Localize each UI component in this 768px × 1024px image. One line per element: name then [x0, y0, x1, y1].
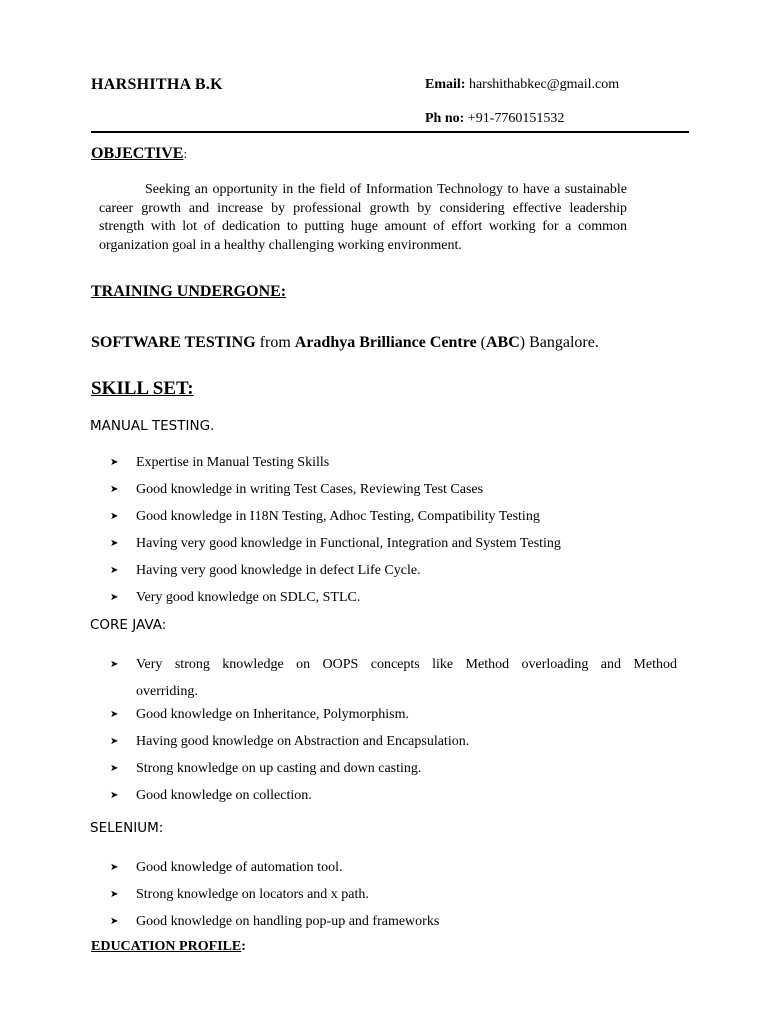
arrowhead-bullet-icon: ➤ — [110, 736, 119, 747]
list-item-text: Good knowledge on handling pop-up and frameworks — [136, 914, 440, 929]
list-item — [110, 759, 677, 786]
training-line — [91, 334, 599, 352]
list-item — [110, 885, 439, 912]
list-item-text: Strong knowledge on up casting and down casting. — [136, 761, 422, 776]
header-divider — [91, 131, 689, 133]
list-item-text-line2: overriding. — [136, 684, 198, 699]
objective-heading — [91, 145, 187, 163]
arrowhead-bullet-icon: ➤ — [110, 790, 119, 801]
core-java-list — [110, 655, 677, 813]
arrowhead-bullet-icon: ➤ — [110, 763, 119, 774]
training-heading: TRAINING UNDERGONE: — [91, 283, 287, 300]
email-value: harshithabkec@gmail.com — [468, 77, 620, 92]
list-item-text-line1: Very strong knowledge on OOPS concepts like Method overloading and Method — [136, 657, 677, 672]
list-item-text: Good knowledge in writing Test Cases, Reviewing Test Cases — [136, 482, 484, 497]
list-item — [110, 453, 561, 480]
education-heading-colon: : — [241, 939, 246, 954]
manual-testing-list — [110, 453, 561, 615]
skill-set-heading: SKILL SET: — [91, 378, 194, 399]
email-label: Email: — [425, 77, 466, 92]
training-location: Bangalore. — [529, 334, 599, 351]
core-java-title: CORE JAVA: — [90, 617, 167, 633]
list-item-text: Having very good knowledge in Functional, Integration and System Testing — [136, 536, 561, 551]
list-item — [110, 534, 561, 561]
training-institute: Aradhya Brilliance Centre — [294, 334, 477, 351]
phone-value: +91-7760151532 — [467, 111, 565, 126]
list-item — [110, 561, 561, 588]
list-item — [110, 786, 677, 813]
arrowhead-bullet-icon: ➤ — [110, 457, 119, 468]
arrowhead-bullet-icon: ➤ — [110, 916, 119, 927]
list-item-text: Good knowledge in I18N Testing, Adhoc Testing, Compatibility Testing — [136, 509, 540, 524]
education-heading — [91, 939, 246, 955]
list-item — [110, 507, 561, 534]
email-line — [425, 77, 619, 93]
selenium-title: SELENIUM: — [90, 820, 164, 836]
list-item — [110, 480, 561, 507]
list-item-text: Strong knowledge on locators and x path. — [136, 887, 369, 902]
abbr-close: ) — [519, 334, 526, 351]
list-item-text: Good knowledge on collection. — [136, 788, 312, 803]
arrowhead-bullet-icon: ➤ — [110, 565, 119, 576]
objective-heading-colon: : — [183, 146, 188, 161]
arrowhead-bullet-icon: ➤ — [110, 889, 119, 900]
selenium-list — [110, 858, 439, 939]
education-heading-text: EDUCATION PROFILE — [91, 939, 242, 954]
arrowhead-bullet-icon: ➤ — [110, 538, 119, 549]
candidate-name: HARSHITHA B.K — [91, 76, 223, 93]
list-item-text: Expertise in Manual Testing Skills — [136, 455, 330, 470]
list-item — [110, 651, 677, 705]
list-item-text: Good knowledge of automation tool. — [136, 860, 343, 875]
arrowhead-bullet-icon: ➤ — [110, 709, 119, 720]
list-item — [110, 858, 439, 885]
arrowhead-bullet-icon: ➤ — [110, 862, 119, 873]
list-item — [110, 588, 561, 615]
phone-line — [425, 111, 564, 127]
abbr-open: ( — [480, 334, 486, 351]
phone-label: Ph no: — [425, 111, 465, 126]
list-item — [110, 732, 677, 759]
arrowhead-bullet-icon: ➤ — [110, 659, 119, 670]
training-from: from — [259, 334, 291, 351]
list-item — [110, 912, 439, 939]
manual-testing-title: MANUAL TESTING. — [90, 418, 215, 434]
list-item-text: Good knowledge on Inheritance, Polymorphism. — [136, 707, 409, 722]
list-item-text: Having very good knowledge in defect Life Cycle. — [136, 563, 421, 578]
list-item-text: Having good knowledge on Abstraction and Encapsulation. — [136, 734, 470, 749]
arrowhead-bullet-icon: ➤ — [110, 484, 119, 495]
list-item-text: Very good knowledge on SDLC, STLC. — [136, 590, 361, 605]
training-abbr-text: ABC — [486, 334, 520, 351]
objective-paragraph: Seeking an opportunity in the field of Information Technology to have a sustainable career growth and increase by professional growth by considering effective leadership strength with lot of dedication to putting huge amount of effort working for a common organization goal in a healthy challenging working environment. — [99, 182, 627, 253]
arrowhead-bullet-icon: ➤ — [110, 511, 119, 522]
list-item — [110, 705, 677, 732]
arrowhead-bullet-icon: ➤ — [110, 592, 119, 603]
objective-heading-text: OBJECTIVE — [91, 145, 184, 162]
training-abbr — [481, 334, 525, 351]
training-course: SOFTWARE TESTING — [91, 334, 256, 351]
